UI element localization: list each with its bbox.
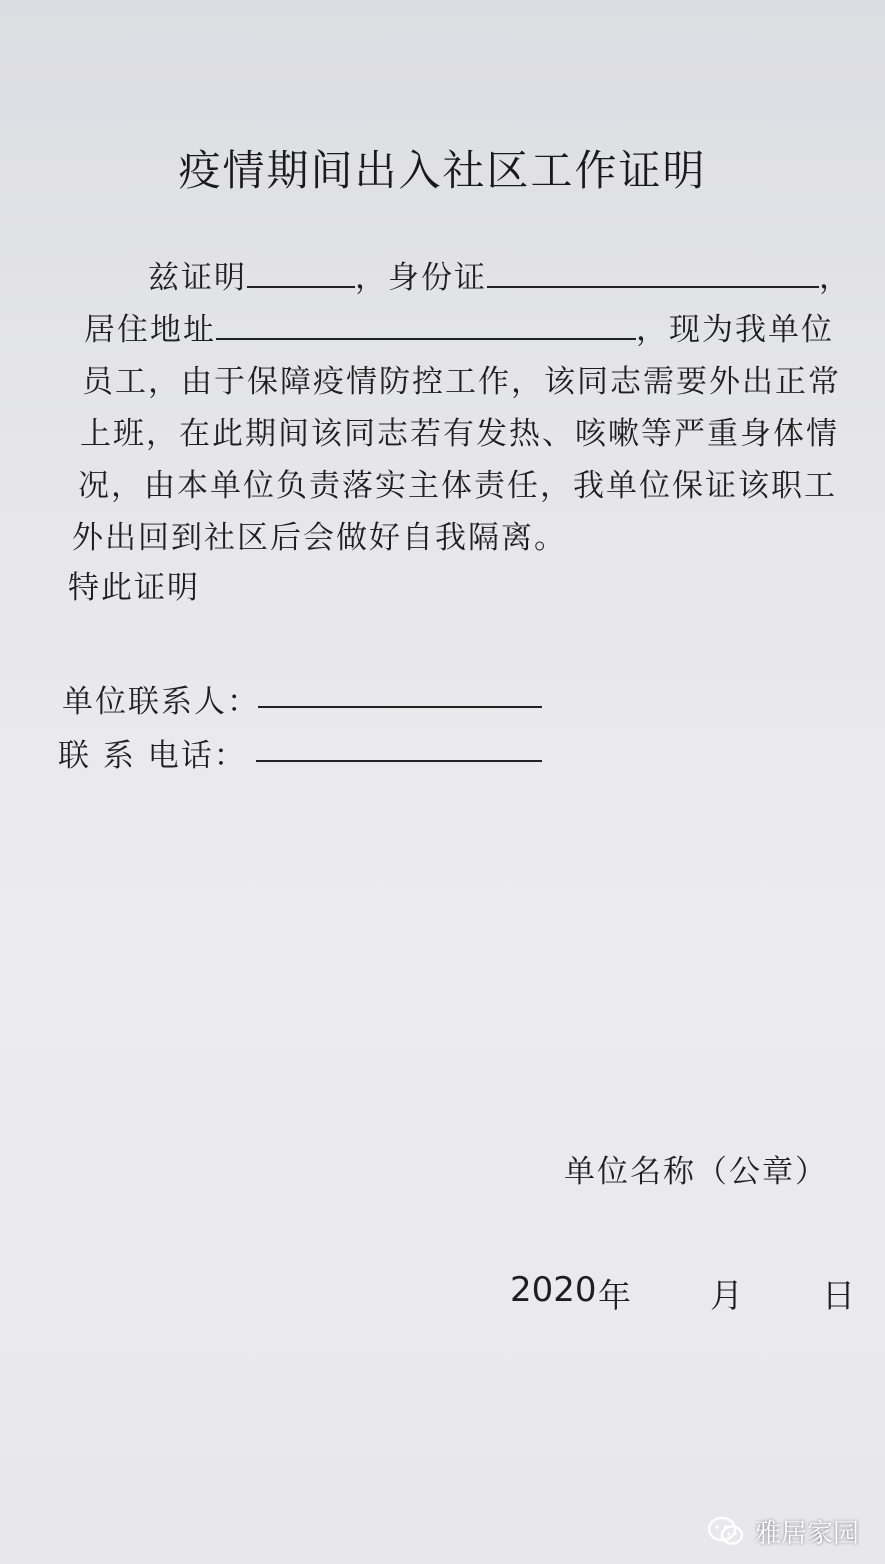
address-text: 居住地址 (84, 312, 216, 348)
watermark-text: 雅居家园 (754, 1519, 859, 1549)
year-value: 2020 (510, 1270, 597, 1310)
body-line-3: 员工，由于保障疫情防控工作，该同志需要外出正常 (82, 364, 841, 400)
watermark (707, 1513, 859, 1550)
day-unit: 日 (822, 1276, 855, 1315)
id-card-text: ，身份证 (355, 260, 487, 296)
address-blank[interactable] (216, 312, 636, 340)
id-card-blank[interactable] (487, 260, 819, 288)
contact-phone-blank[interactable] (256, 760, 542, 762)
contact-person-label: 单位联系人： (62, 684, 260, 720)
body-line-1 (148, 258, 852, 298)
year-unit: 年 (598, 1276, 631, 1315)
contact-phone-label: 联 系 电话： (58, 738, 247, 774)
body-line-5: 况，由本单位负责落实主体责任，我单位保证该职工 (78, 468, 837, 504)
document-title: 疫情期间出入社区工作证明 (178, 146, 707, 195)
name-blank[interactable] (247, 260, 355, 288)
wechat-icon (707, 1516, 745, 1548)
seal-label: 单位名称（公章） (564, 1154, 828, 1190)
employee-text: ，现为我单位 (636, 312, 834, 348)
body-line-4: 上班，在此期间该同志若有发热、咳嗽等严重身体情 (80, 416, 839, 452)
body-line-6: 外出回到社区后会做好自我隔离。 (72, 520, 567, 556)
date-year (510, 1270, 597, 1310)
body-line-2 (84, 310, 834, 350)
certify-text: 兹证明 (148, 260, 247, 296)
month-unit: 月 (710, 1276, 743, 1315)
contact-person-blank[interactable] (258, 706, 542, 708)
comma-text: ， (819, 260, 852, 296)
closing-text: 特此证明 (68, 570, 200, 606)
